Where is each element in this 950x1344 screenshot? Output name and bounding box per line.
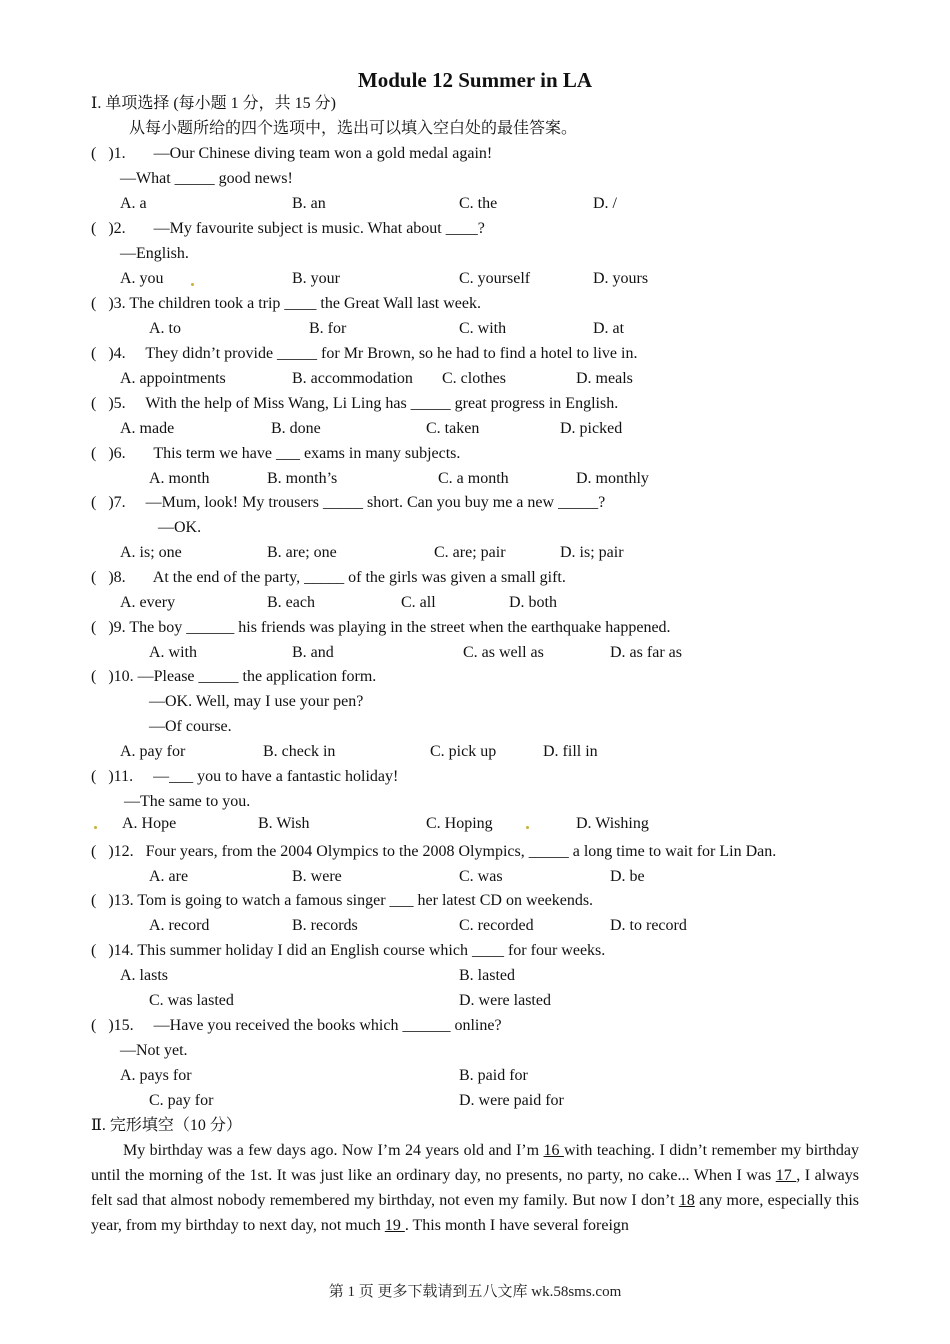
q10-line2: —OK. Well, may I use your pen?: [149, 693, 364, 710]
q9-option-d: D. as far as: [610, 644, 682, 661]
q3-option-b: B. for: [309, 320, 347, 337]
q9-option-b: B. and: [292, 644, 334, 661]
q15-line2: —Not yet.: [120, 1042, 188, 1059]
q2-line2: —English.: [120, 245, 189, 262]
decorative-dot: [94, 826, 97, 829]
q12-option-c: C. was: [459, 868, 503, 885]
q10-option-d: D. fill in: [543, 743, 598, 760]
cloze-text: , I always felt sad that almost nobody remembered my birthday, not even my family. But now I don’t: [91, 1167, 859, 1209]
q10-option-a: A. pay for: [120, 743, 186, 760]
q8-option-d: D. both: [509, 594, 557, 611]
q8-option-a: A. every: [120, 594, 176, 611]
q13-option-c: C. recorded: [459, 917, 534, 934]
q6-stem: ( )6. This term we have ___ exams in many subjects.: [91, 445, 461, 462]
q5-option-c: C. taken: [426, 420, 480, 437]
q13-option-d: D. to record: [610, 917, 687, 934]
q6-option-d: D. monthly: [576, 470, 649, 487]
q12-option-a: A. are: [149, 868, 189, 885]
q5-option-a: A. made: [120, 420, 175, 437]
cloze-text: My birthday was a few days ago. Now I’m 24 years old and I’m: [123, 1142, 544, 1159]
q5-option-b: B. done: [271, 420, 321, 437]
q10-stem: ( )10. —Please _____ the application form.: [91, 668, 377, 685]
q7-option-a: A. is; one: [120, 544, 182, 561]
section1-instruction: 从每小题所给的四个选项中，选出可以填入空白处的最佳答案。: [129, 120, 578, 137]
q9-stem: ( )9. The boy ______ his friends was playing in the street when the earthquake happened.: [91, 619, 671, 636]
cloze-blank-18: 18: [678, 1192, 695, 1209]
q11-option-c: C. Hoping: [426, 815, 493, 832]
q4-option-b: B. accommodation: [292, 370, 413, 387]
q11-option-d: D. Wishing: [576, 815, 649, 832]
q1-option-a: A. a: [120, 195, 147, 212]
cloze-blank-19: 19: [384, 1217, 405, 1234]
q12-option-b: B. were: [292, 868, 342, 885]
cloze-text: any more, especially this year, from my birthday to next day, not much: [91, 1192, 860, 1234]
q4-stem: ( )4. They didn’t provide _____ for Mr Brown, so he had to find a hotel to live in.: [91, 345, 638, 362]
page-title: Module 12 Summer in LA: [357, 68, 593, 92]
q2-option-b: B. your: [292, 270, 340, 287]
q1-option-b: B. an: [292, 195, 326, 212]
q11-stem: ( )11. —___ you to have a fantastic holiday!: [91, 768, 399, 785]
q1-option-c: C. the: [459, 195, 498, 212]
q3-stem: ( )3. The children took a trip ____ the Great Wall last week.: [91, 295, 482, 312]
q13-option-a: A. record: [149, 917, 210, 934]
cloze-passage: [91, 1138, 859, 1238]
q13-stem: ( )13. Tom is going to watch a famous singer ___ her latest CD on weekends.: [91, 892, 594, 909]
q7-line2: —OK.: [158, 519, 202, 536]
q3-option-d: D. at: [593, 320, 625, 337]
q14-option-c: C. was lasted: [149, 992, 234, 1009]
q11-option-b: B. Wish: [258, 815, 310, 832]
q10-line3: —Of course.: [149, 718, 232, 735]
q15-option-c: C. pay for: [149, 1092, 214, 1109]
decorative-dot: [191, 283, 194, 286]
q14-option-a: A. lasts: [120, 967, 168, 984]
q1-line2: —What _____ good news!: [120, 170, 293, 187]
q4-option-c: C. clothes: [442, 370, 506, 387]
q15-option-b: B. paid for: [459, 1067, 528, 1084]
q8-stem: ( )8. At the end of the party, _____ of the girls was given a small gift.: [91, 569, 566, 586]
q4-option-d: D. meals: [576, 370, 633, 387]
section2-heading: Ⅱ. 完形填空（10 分）: [91, 1117, 242, 1134]
q15-option-a: A. pays for: [120, 1067, 192, 1084]
q6-option-a: A. month: [149, 470, 210, 487]
q12-option-d: D. be: [610, 868, 645, 885]
q2-option-d: D. yours: [593, 270, 649, 287]
q12-stem: ( )12. Four years, from the 2004 Olympics to the 2008 Olympics, _____ a long time to wait for Lin Dan.: [91, 843, 777, 860]
q9-option-c: C. as well as: [463, 644, 544, 661]
q10-option-c: C. pick up: [430, 743, 497, 760]
q6-option-b: B. month’s: [267, 470, 338, 487]
q1-option-d: D. /: [593, 195, 617, 212]
cloze-blank-16: 16: [543, 1142, 564, 1159]
q14-stem: ( )14. This summer holiday I did an English course which ____ for four weeks.: [91, 942, 606, 959]
decorative-dot: [526, 826, 529, 829]
q2-stem: ( )2. —My favourite subject is music. What about ____?: [91, 220, 485, 237]
q8-option-b: B. each: [267, 594, 315, 611]
q1-stem: ( )1. —Our Chinese diving team won a gold medal again!: [91, 145, 493, 162]
q7-option-b: B. are; one: [267, 544, 337, 561]
q7-stem: ( )7. —Mum, look! My trousers _____ short. Can you buy me a new _____?: [91, 494, 606, 511]
q15-option-d: D. were paid for: [459, 1092, 564, 1109]
q3-option-a: A. to: [149, 320, 181, 337]
cloze-text: with teaching. I didn’t remember my birthday until the morning of the 1st. It was just like an ordinary day, no presents, no party, no cake... When I was: [91, 1142, 860, 1184]
q3-option-c: C. with: [459, 320, 507, 337]
cloze-blank-17: 17: [775, 1167, 797, 1184]
q10-option-b: B. check in: [263, 743, 336, 760]
cloze-text: . This month I have several foreign: [404, 1217, 629, 1234]
q14-option-d: D. were lasted: [459, 992, 551, 1009]
section1-heading: Ⅰ. 单项选择 (每小题 1 分，共 15 分): [91, 95, 336, 112]
q7-option-d: D. is; pair: [560, 544, 624, 561]
q5-option-d: D. picked: [560, 420, 623, 437]
q9-option-a: A. with: [149, 644, 197, 661]
q7-option-c: C. are; pair: [434, 544, 506, 561]
q4-option-a: A. appointments: [120, 370, 226, 387]
page-footer: 第 1 页 更多下载请到五八文库 wk.58sms.com: [328, 1284, 622, 1300]
q2-option-c: C. yourself: [459, 270, 531, 287]
q13-option-b: B. records: [292, 917, 358, 934]
q8-option-c: C. all: [401, 594, 436, 611]
q11-option-a: A. Hope: [122, 815, 177, 832]
q2-option-a: A. you: [120, 270, 164, 287]
q6-option-c: C. a month: [438, 470, 509, 487]
q15-stem: ( )15. —Have you received the books which ______ online?: [91, 1017, 502, 1034]
q5-stem: ( )5. With the help of Miss Wang, Li Ling has _____ great progress in English.: [91, 395, 619, 412]
q14-option-b: B. lasted: [459, 967, 515, 984]
q11-line2: —The same to you.: [124, 793, 251, 810]
